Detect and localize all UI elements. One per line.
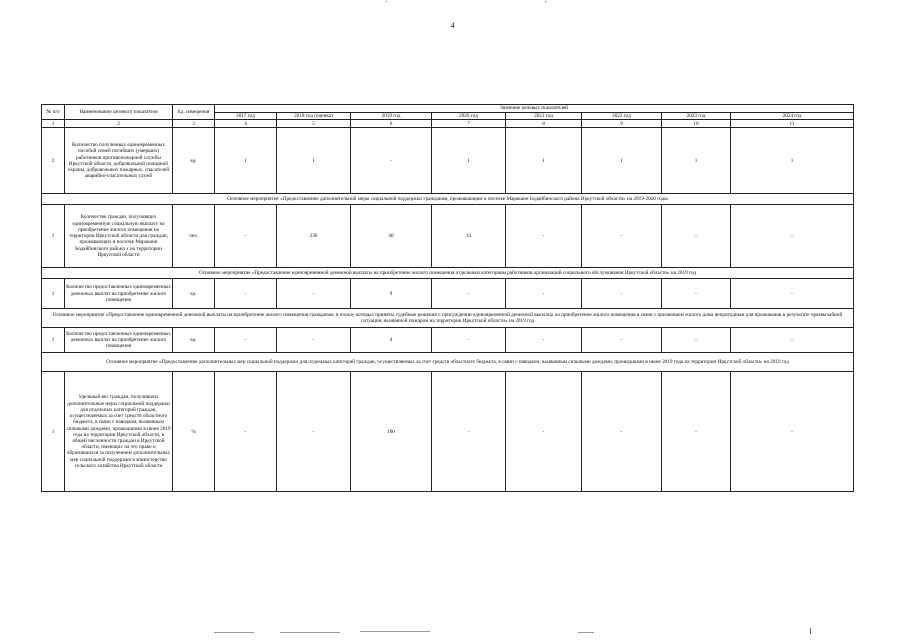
- column-number: 5: [277, 120, 351, 128]
- value-cell: -: [215, 205, 277, 268]
- value-cell: -: [432, 372, 506, 492]
- value-cell: -: [277, 328, 351, 353]
- row-number: 1: [42, 279, 65, 309]
- value-cell: -: [215, 328, 277, 353]
- section-title: Основное мероприятие «Предоставление единовременной денежной выплаты на приобретение жилого помещения отдельным категориям работников организаций социального обслуживания Иркутской области» на 2019 год: [42, 268, 854, 279]
- page-number: 4: [450, 21, 455, 30]
- value-cell: -: [506, 372, 582, 492]
- value-cell: 1: [582, 128, 662, 194]
- value-cell: 14: [432, 205, 506, 268]
- indicator-name: Количество предоставленных единовременных денежных выплат на приобретение жилого помещения: [65, 328, 173, 353]
- section-row: [42, 194, 854, 205]
- column-number: 10: [662, 120, 731, 128]
- value-cell: 1: [215, 128, 277, 194]
- table-row: [42, 328, 854, 353]
- header-unit: Ед. измерения: [173, 105, 215, 120]
- column-number: 3: [173, 120, 215, 128]
- column-number: 6: [351, 120, 432, 128]
- value-cell: 4: [351, 328, 432, 353]
- value-cell: -: [582, 328, 662, 353]
- value-cell: -: [662, 279, 731, 309]
- value-cell: -: [215, 279, 277, 309]
- value-cell: -: [582, 279, 662, 309]
- scan-artifact: [810, 628, 811, 634]
- value-cell: -: [731, 328, 854, 353]
- value-cell: -: [351, 128, 432, 194]
- target-indicators-table: [41, 104, 854, 492]
- indicator-name: Количество полученных единовременных пособий семей погибших (умерших) работников противопожарной службы Иркутской области, добровольной пожарной охраны, добровольных пожарных, спасателей аварийно-спасательных служб: [65, 128, 173, 194]
- header-year: 2019 год: [351, 113, 432, 120]
- row-number: 1: [42, 205, 65, 268]
- value-cell: -: [215, 372, 277, 492]
- header-year: 2017 год: [215, 113, 277, 120]
- value-cell: -: [432, 279, 506, 309]
- value-cell: -: [662, 328, 731, 353]
- indicator-name: Количество предоставленных единовременных денежных выплат на приобретение жилого помещения: [65, 279, 173, 309]
- section-row: [42, 268, 854, 279]
- header-num: № п/п: [42, 105, 65, 120]
- table-row: [42, 279, 854, 309]
- unit-cell: %: [173, 372, 215, 492]
- column-number: 2: [65, 120, 173, 128]
- header-year: 2023 год: [662, 113, 731, 120]
- value-cell: -: [432, 328, 506, 353]
- scan-artifact: [386, 1, 387, 2]
- value-cell: -: [731, 372, 854, 492]
- header-year: 2022 год: [582, 113, 662, 120]
- value-cell: 100: [351, 372, 432, 492]
- row-number: 1: [42, 372, 65, 492]
- header-year: 2024 год: [731, 113, 854, 120]
- value-cell: -: [662, 372, 731, 492]
- unit-cell: чел.: [173, 205, 215, 268]
- value-cell: 1: [506, 128, 582, 194]
- value-cell: -: [506, 279, 582, 309]
- header-values-group: Значение целевых показателей: [215, 105, 854, 113]
- column-number: 9: [582, 120, 662, 128]
- value-cell: -: [582, 205, 662, 268]
- value-cell: -: [662, 205, 731, 268]
- header-indicator: Наименование целевого показателя: [65, 105, 173, 120]
- section-title: Основное мероприятие «Предоставление дополнительной меры социальной поддержки гражданам, проживающим в поселке Мараканн Бодайбинского района Иркутской области» на 2019-2020 годы: [42, 194, 854, 205]
- value-cell: -: [506, 328, 582, 353]
- header-year: 2018 год (оценка): [277, 113, 351, 120]
- column-number: 11: [731, 120, 854, 128]
- column-number: 8: [506, 120, 582, 128]
- value-cell: -: [731, 279, 854, 309]
- section-row: [42, 309, 854, 328]
- value-cell: 1: [731, 128, 854, 194]
- value-cell: 9: [351, 279, 432, 309]
- indicator-name: Количество граждан, получивших единовременную социальную выплату на приобретение жилого помещения на территории Иркутской области для граждан, проживающих в поселке Мараканн Бодайбинского района х на территории Иркутской области: [65, 205, 173, 268]
- value-cell: -: [506, 205, 582, 268]
- unit-cell: ед.: [173, 279, 215, 309]
- value-cell: -: [277, 372, 351, 492]
- header-year: 2020 год: [432, 113, 506, 120]
- row-number: 2: [42, 128, 65, 194]
- table-row: [42, 372, 854, 492]
- scan-artifact: [578, 632, 594, 633]
- indicator-name: Удельный вес граждан, получивших дополнительные меры социальной поддержки для отдельных категорий граждан, осуществляемых за счет средств областного бюджета, в связи с паводком, вызванным сильными дождями, прошедшими в июне 2019 года на территории Иркутской области, в общей численности граждан в Иркутской области, имеющих на это право и обратившихся за получением дополнительных мер социальной поддержки в министерство сельского хозяйства Иркутской области: [65, 372, 173, 492]
- value-cell: 1: [277, 128, 351, 194]
- section-title: Основное мероприятие «Предоставление дополнительных мер социальной поддержки для отдельных категорий граждан, осуществляемых за счет средств областного бюджета, в связи с паводком, вызванным сильными дождями, прошедшими в июне 2019 года на территории Иркутской области» на 2019 год: [42, 353, 854, 372]
- column-number: 4: [215, 120, 277, 128]
- row-number: 1: [42, 328, 65, 353]
- scan-artifact: [545, 1, 546, 2]
- value-cell: -: [582, 372, 662, 492]
- value-cell: 230: [277, 205, 351, 268]
- value-cell: -: [731, 205, 854, 268]
- table-row: [42, 128, 854, 194]
- scan-artifact: [280, 632, 340, 633]
- value-cell: 1: [432, 128, 506, 194]
- table-row: [42, 205, 854, 268]
- column-number: 7: [432, 120, 506, 128]
- column-number: 1: [42, 120, 65, 128]
- scan-artifact: [214, 632, 254, 633]
- value-cell: 40: [351, 205, 432, 268]
- scan-artifact: [360, 631, 430, 632]
- unit-cell: ед.: [173, 328, 215, 353]
- section-row: [42, 353, 854, 372]
- value-cell: -: [277, 279, 351, 309]
- header-year: 2021 год: [506, 113, 582, 120]
- value-cell: 1: [662, 128, 731, 194]
- section-title: Основное мероприятие «Предоставление единовременной денежной выплаты на приобретение жилого помещения гражданам, в пользу которых приняты судебные решения о присуждении единовременной денежной выплаты на приобретение жилого помещения в связи с признанием жилого дома непригодным для проживания в результате чрезвычайной ситуации, вызванной пожаром на территории Иркутской области» на 2019 год: [42, 309, 854, 328]
- unit-cell: ед.: [173, 128, 215, 194]
